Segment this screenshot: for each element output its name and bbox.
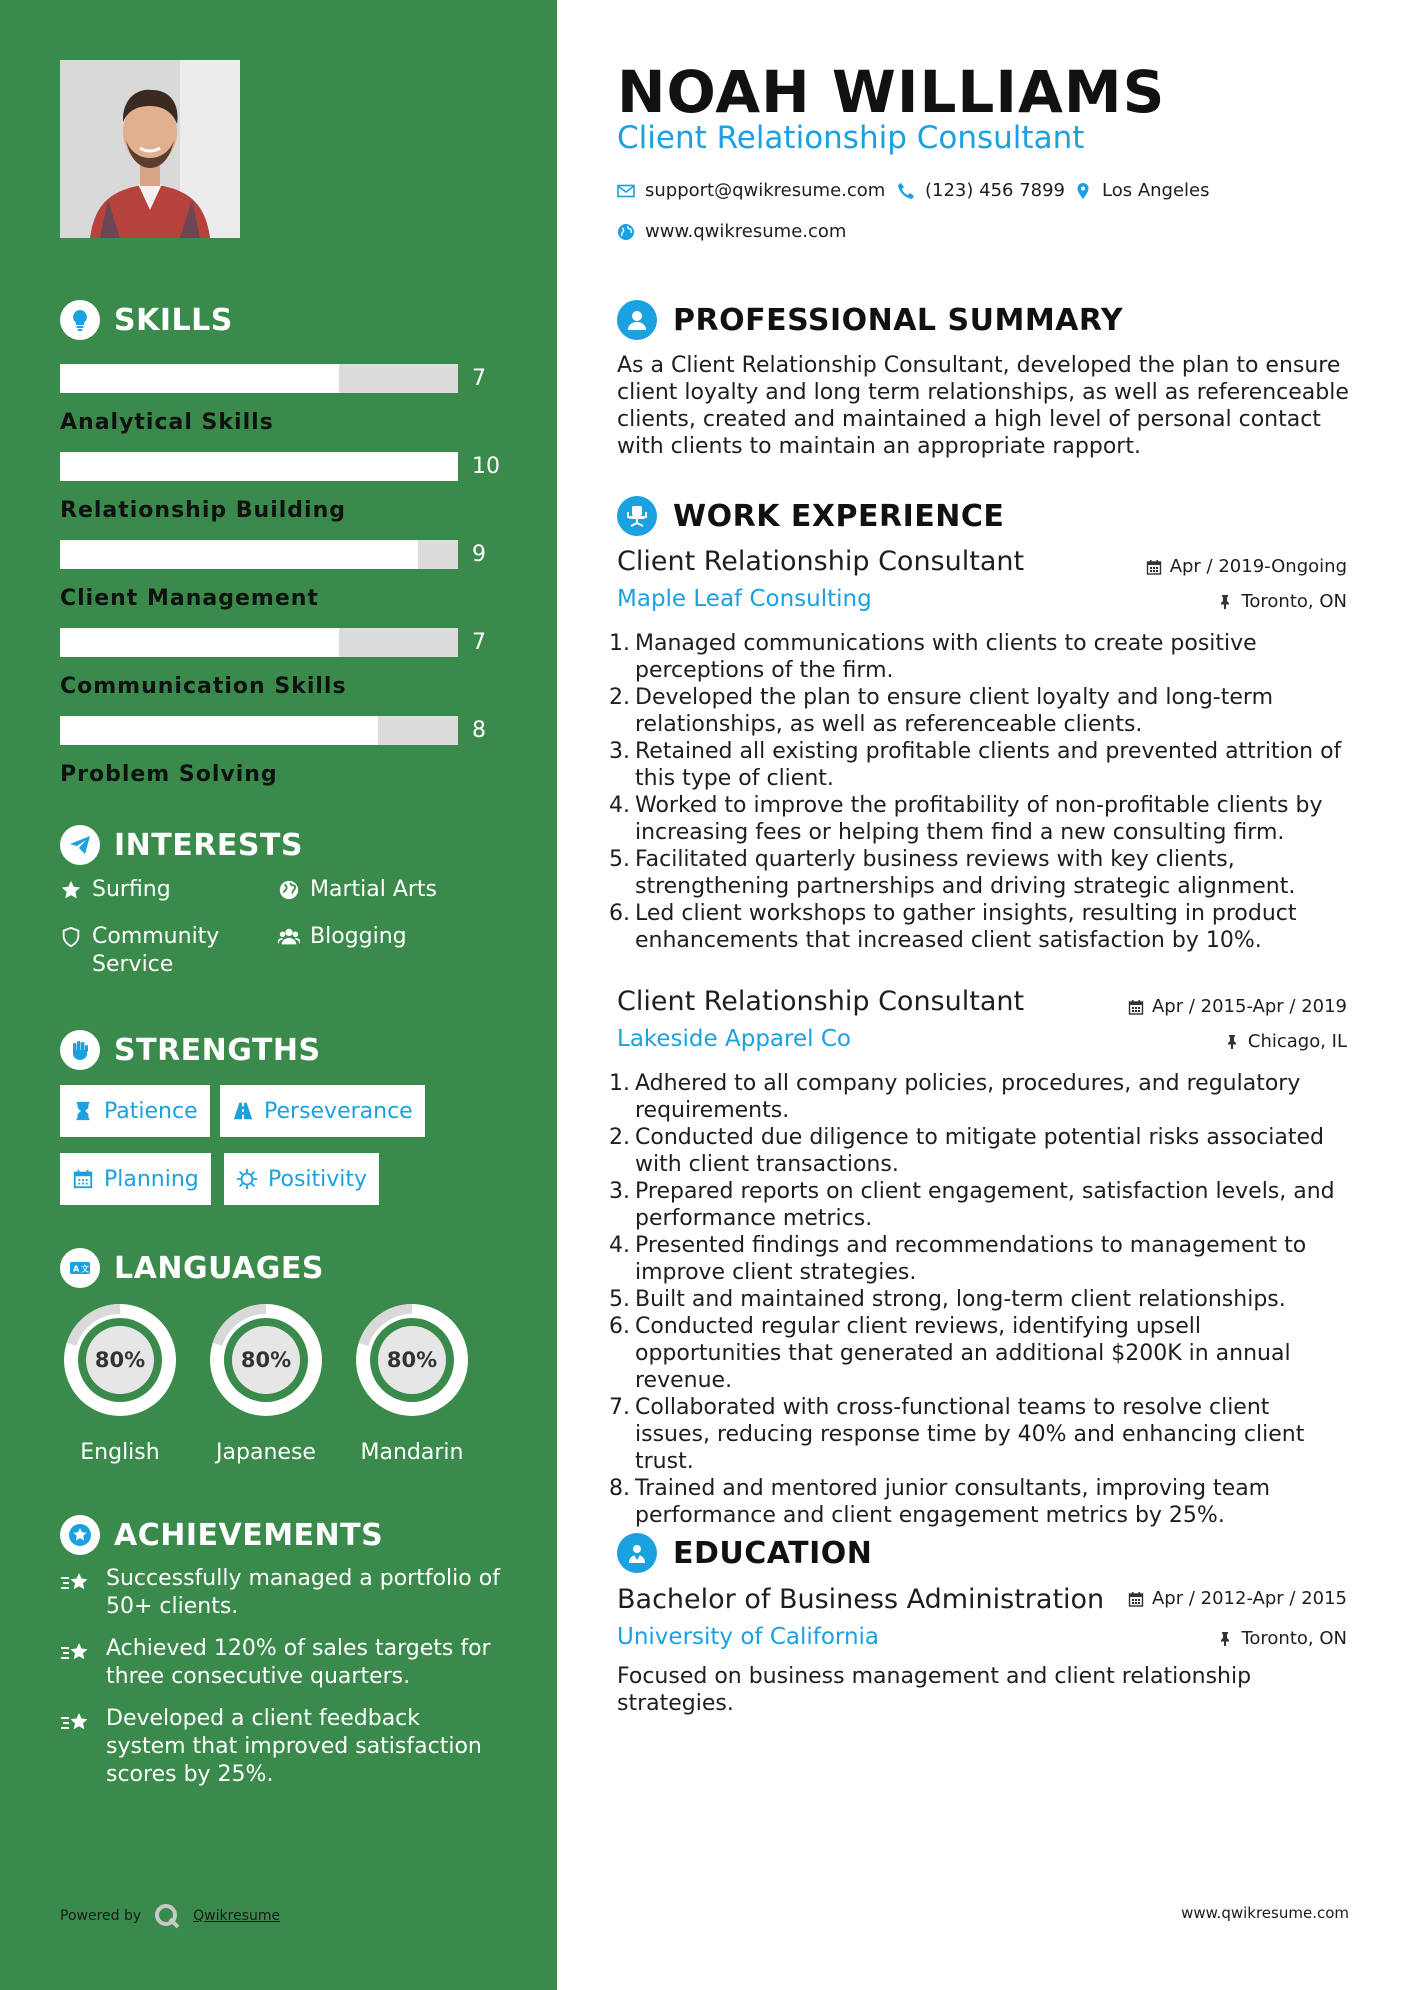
skill-item <box>60 614 500 699</box>
achievement-item <box>60 1565 500 1621</box>
interest-item <box>60 923 260 979</box>
svg-text:文: 文 <box>81 1264 90 1274</box>
road-icon <box>232 1100 254 1122</box>
degree-title: Bachelor of Business Administration <box>617 1584 1105 1615</box>
education-dates <box>1128 1588 1347 1609</box>
office-chair-icon <box>617 496 657 536</box>
skill-score: 7 <box>472 630 486 655</box>
job-dates <box>1128 996 1347 1017</box>
skill-item <box>60 702 500 787</box>
shooting-star-icon <box>60 1569 92 1597</box>
language-ring <box>204 1298 328 1422</box>
job-location-text: Chicago, IL <box>1247 1031 1347 1052</box>
education-location-text: Toronto, ON <box>1241 1628 1347 1649</box>
language-name: Japanese <box>216 1440 316 1465</box>
powered-by-label: Powered by <box>60 1908 142 1924</box>
summary-heading <box>617 300 1123 340</box>
shield-icon <box>60 926 82 948</box>
language-name: English <box>80 1440 160 1465</box>
skill-name: Relationship Building <box>60 498 346 523</box>
list-item: 7. Collaborated with cross-functional teams to resolve client issues, reducing response time by 40% and enhancing client trust. <box>609 1395 1305 1474</box>
calendar-icon <box>1128 1591 1144 1607</box>
lightbulb-icon <box>60 300 100 340</box>
education-location <box>1217 1628 1347 1649</box>
strengths-heading <box>60 1030 321 1070</box>
job-company: Lakeside Apparel Co <box>617 1026 851 1052</box>
job-location <box>1217 591 1347 612</box>
list-item: 6. Led client workshops to gather insights, resulting in product enhancements that increased client satisfaction by 10%. <box>609 901 1297 953</box>
interest-label: Blogging <box>310 924 407 949</box>
achievement-item <box>60 1635 500 1691</box>
education-title: EDUCATION <box>673 1535 873 1571</box>
candidate-role: Client Relationship Consultant <box>617 120 1085 156</box>
languages-title: LANGUAGES <box>114 1250 324 1286</box>
list-item: 3. Retained all existing profitable clients and prevented attrition of this type of client. <box>609 739 1342 791</box>
email-text: support@qwikresume.com <box>645 180 886 201</box>
paper-plane-icon <box>60 825 100 865</box>
calendar-icon <box>1146 559 1162 575</box>
job-dates <box>1146 556 1347 577</box>
pushpin-icon <box>1224 1034 1240 1050</box>
skill-score: 10 <box>472 454 500 479</box>
skills-heading <box>60 300 233 340</box>
interest-label: Community Service <box>92 924 220 977</box>
education-heading <box>617 1533 872 1573</box>
achievement-text: Developed a client feedback system that improved satisfaction scores by 25%. <box>106 1706 482 1787</box>
skill-name: Analytical Skills <box>60 410 274 435</box>
achievements-heading <box>60 1515 383 1555</box>
skill-score: 9 <box>472 542 486 567</box>
language-icon <box>60 1248 100 1288</box>
list-item: 2. Conducted due diligence to mitigate potential risks associated with client transactions. <box>609 1125 1325 1177</box>
job-dates-text: Apr / 2019-Ongoing <box>1169 556 1347 577</box>
skill-bar <box>60 540 458 569</box>
globe-icon <box>278 879 300 901</box>
skill-name: Communication Skills <box>60 674 347 699</box>
skill-score: 7 <box>472 366 486 391</box>
pushpin-icon <box>1217 1631 1233 1647</box>
skill-bar <box>60 716 458 745</box>
envelope-icon <box>617 182 635 200</box>
contact-phone[interactable] <box>897 180 1065 201</box>
list-item: 3. Prepared reports on client engagement, satisfaction levels, and performance metrics. <box>609 1179 1335 1231</box>
contact-email[interactable] <box>617 180 885 201</box>
svg-text:A: A <box>73 1264 80 1274</box>
strength-label: Positivity <box>268 1166 368 1192</box>
calendar-icon <box>1128 999 1144 1015</box>
list-item: 4. Worked to improve the profitability of non-profitable clients by increasing fees or helping them find a new consulting firm. <box>609 793 1323 845</box>
globe-icon <box>617 223 635 241</box>
map-pin-icon <box>1074 182 1092 200</box>
website-text: www.qwikresume.com <box>645 221 847 242</box>
language-percent: 80% <box>94 1348 146 1372</box>
achievement-text: Achieved 120% of sales targets for three consecutive quarters. <box>106 1636 491 1689</box>
skill-score: 8 <box>472 718 486 743</box>
language-percent: 80% <box>386 1348 438 1372</box>
language-ring <box>58 1298 182 1422</box>
list-item: 6. Conducted regular client reviews, identifying upsell opportunities that generated an additional $200K in annual revenue. <box>609 1314 1291 1393</box>
achievement-item <box>60 1705 500 1789</box>
language-item <box>350 1298 474 1465</box>
experience-title: WORK EXPERIENCE <box>673 498 1005 534</box>
location-text: Los Angeles <box>1102 180 1210 201</box>
education-description: Focused on business management and client relationship strategies. <box>617 1664 1252 1716</box>
pushpin-icon <box>1217 594 1233 610</box>
interests-title: INTERESTS <box>114 827 303 863</box>
star-icon <box>60 879 82 901</box>
summary-text: As a Client Relationship Consultant, developed the plan to ensure client loyalty and long term relationships, as well as referenceable clients, created and maintained a high level of personal contact with clients to maintain an appropriate rapport. <box>617 353 1349 459</box>
experience-heading <box>617 496 1004 536</box>
job-title: Client Relationship Consultant <box>617 546 1025 577</box>
skill-item <box>60 350 500 435</box>
shooting-star-icon <box>60 1639 92 1667</box>
qwikresume-link[interactable]: Qwikresume <box>193 1908 281 1924</box>
strength-tag <box>224 1153 379 1205</box>
interests-heading <box>60 825 303 865</box>
sidebar <box>0 0 557 1990</box>
language-ring <box>350 1298 474 1422</box>
list-item: 5. Built and maintained strong, long-term client relationships. <box>609 1287 1286 1312</box>
job-duties-list <box>609 1070 1349 1529</box>
contact-location <box>1074 180 1210 201</box>
hourglass-icon <box>72 1100 94 1122</box>
job-dates-text: Apr / 2015-Apr / 2019 <box>1151 996 1347 1017</box>
fist-icon <box>60 1030 100 1070</box>
list-item: 1. Adhered to all company policies, procedures, and regulatory requirements. <box>609 1071 1301 1123</box>
sun-icon <box>236 1168 258 1190</box>
job-location-text: Toronto, ON <box>1241 591 1347 612</box>
strength-label: Perseverance <box>264 1098 413 1124</box>
star-badge-icon <box>60 1515 100 1555</box>
shooting-star-icon <box>60 1709 92 1737</box>
achievements-title: ACHIEVEMENTS <box>114 1517 384 1553</box>
users-icon <box>278 926 300 948</box>
interest-label: Surfing <box>92 877 171 902</box>
strengths-title: STRENGTHS <box>114 1032 321 1068</box>
skill-bar <box>60 364 458 393</box>
skills-title: SKILLS <box>114 302 233 338</box>
user-icon <box>617 300 657 340</box>
candidate-name: NOAH WILLIAMS <box>617 58 1166 126</box>
strength-label: Patience <box>104 1098 198 1124</box>
list-item: 8. Trained and mentored junior consultants, improving team performance and client engagement metrics by 25%. <box>609 1476 1271 1528</box>
qwikresume-logo-icon <box>153 1902 181 1930</box>
list-item: 1. Managed communications with clients to create positive perceptions of the firm. <box>609 631 1257 683</box>
footer-website[interactable]: www.qwikresume.com <box>1181 1904 1349 1922</box>
list-item: 4. Presented findings and recommendations to management to improve client strategies. <box>609 1233 1307 1285</box>
school-name: University of California <box>617 1624 880 1650</box>
language-item <box>204 1298 328 1465</box>
interest-item <box>278 876 498 904</box>
strength-tag <box>60 1085 210 1137</box>
job-duties-list <box>609 630 1349 954</box>
calendar-icon <box>72 1168 94 1190</box>
languages-heading <box>60 1248 324 1288</box>
strength-tag <box>220 1085 425 1137</box>
interest-item <box>60 876 260 904</box>
strength-tag <box>60 1153 211 1205</box>
education-dates-text: Apr / 2012-Apr / 2015 <box>1151 1588 1347 1609</box>
skill-item <box>60 438 500 523</box>
list-item: 5. Facilitated quarterly business reviews with key clients, strengthening partnerships and driving strategic alignment. <box>609 847 1296 899</box>
contact-website[interactable] <box>617 221 846 242</box>
graduation-icon <box>617 1533 657 1573</box>
skill-name: Problem Solving <box>60 762 278 787</box>
job-title: Client Relationship Consultant <box>617 986 1025 1017</box>
phone-text: (123) 456 7899 <box>925 180 1066 201</box>
strength-label: Planning <box>104 1166 199 1192</box>
summary-title: PROFESSIONAL SUMMARY <box>673 302 1124 338</box>
skill-bar <box>60 452 458 481</box>
phone-icon <box>897 182 915 200</box>
profile-photo <box>60 60 240 238</box>
job-company: Maple Leaf Consulting <box>617 586 872 612</box>
language-percent: 80% <box>240 1348 292 1372</box>
skill-bar <box>60 628 458 657</box>
powered-by <box>60 1902 280 1930</box>
skill-name: Client Management <box>60 586 319 611</box>
job-location <box>1224 1031 1347 1052</box>
interest-label: Martial Arts <box>310 877 438 902</box>
list-item: 2. Developed the plan to ensure client loyalty and long-term relationships, as well as referenceable clients. <box>609 685 1273 737</box>
interest-item <box>278 923 498 951</box>
skill-item <box>60 526 500 611</box>
language-name: Mandarin <box>360 1440 464 1465</box>
language-item <box>58 1298 182 1465</box>
achievement-text: Successfully managed a portfolio of 50+ clients. <box>106 1566 500 1619</box>
